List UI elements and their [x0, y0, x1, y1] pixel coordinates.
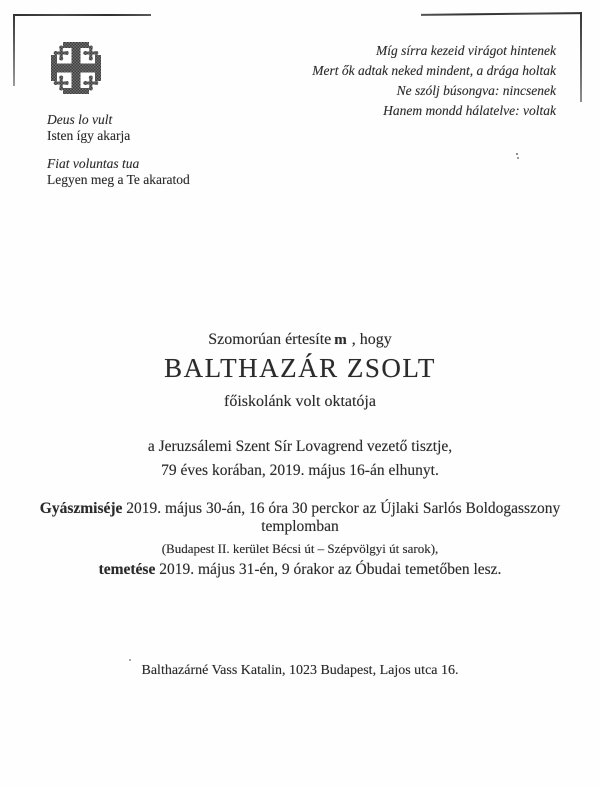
motto-hungarian: Legyen meg a Te akaratod [47, 172, 190, 187]
detail-line: 79 éves korában, 2019. május 16-án elhunyt. [161, 462, 439, 479]
detail-line: a Jeruzsálemi Szent Sír Lovagrend vezető tisztje, [147, 438, 453, 455]
motto-latin: Deus lo vult [47, 112, 113, 127]
poem-line: Ne szólj búsongva: nincsenek [396, 83, 556, 98]
memorial-poem [312, 41, 556, 121]
poem-line: Míg sírra kezeid virágot hintenek [376, 43, 556, 58]
contact-line: Balthazárné Vass Katalin, 1023 Budapest, Lajos utca 16. [141, 663, 459, 678]
funeral-mass-line [0, 500, 600, 536]
death-details [0, 435, 600, 483]
motto-pair [47, 156, 190, 188]
funeral-mass-text: 2019. május 30-án, 16 óra 30 perckor az Újlaki Sarlós Boldogasszony templomban [122, 500, 561, 535]
poem-line: Hanem mondd hálatelve: voltak [383, 103, 556, 118]
scan-border-right [580, 12, 582, 102]
jerusalem-cross-icon [46, 36, 106, 100]
scan-border-left [13, 14, 15, 86]
motto-pair [47, 112, 190, 144]
motto-hungarian: Isten így akarja [47, 128, 131, 143]
scan-speck [516, 153, 518, 155]
scan-speck [129, 659, 131, 661]
funeral-mass-label: Gyászmiséje [39, 500, 123, 517]
motto-latin: Fiat voluntas tua [47, 156, 140, 171]
intro-filled-letter: m [334, 332, 347, 348]
intro-line [0, 331, 600, 349]
funeral-burial-text: 2019. május 31-én, 9 órakor az Óbudai temetőben lesz. [155, 561, 502, 578]
funeral-location-line: (Budapest II. kerület Bécsi út – Szépvölgyi út sarok), [161, 541, 439, 556]
mottoes [47, 112, 190, 188]
scan-border-top-left [13, 14, 151, 16]
deceased-name: BALTHAZÁR ZSOLT [164, 353, 436, 383]
funeral-info [0, 500, 600, 579]
intro-suffix: , hogy [351, 331, 392, 348]
funeral-burial-line [0, 561, 600, 579]
scan-border-top-right [421, 12, 582, 16]
poem-line: Mert ők adtak neked mindent, a drága holtak [312, 63, 556, 78]
funeral-burial-label: temetése [98, 561, 156, 578]
deceased-role: főiskolánk volt oktatója [224, 393, 376, 410]
intro-prefix: Szomorúan értesíte [208, 331, 332, 348]
